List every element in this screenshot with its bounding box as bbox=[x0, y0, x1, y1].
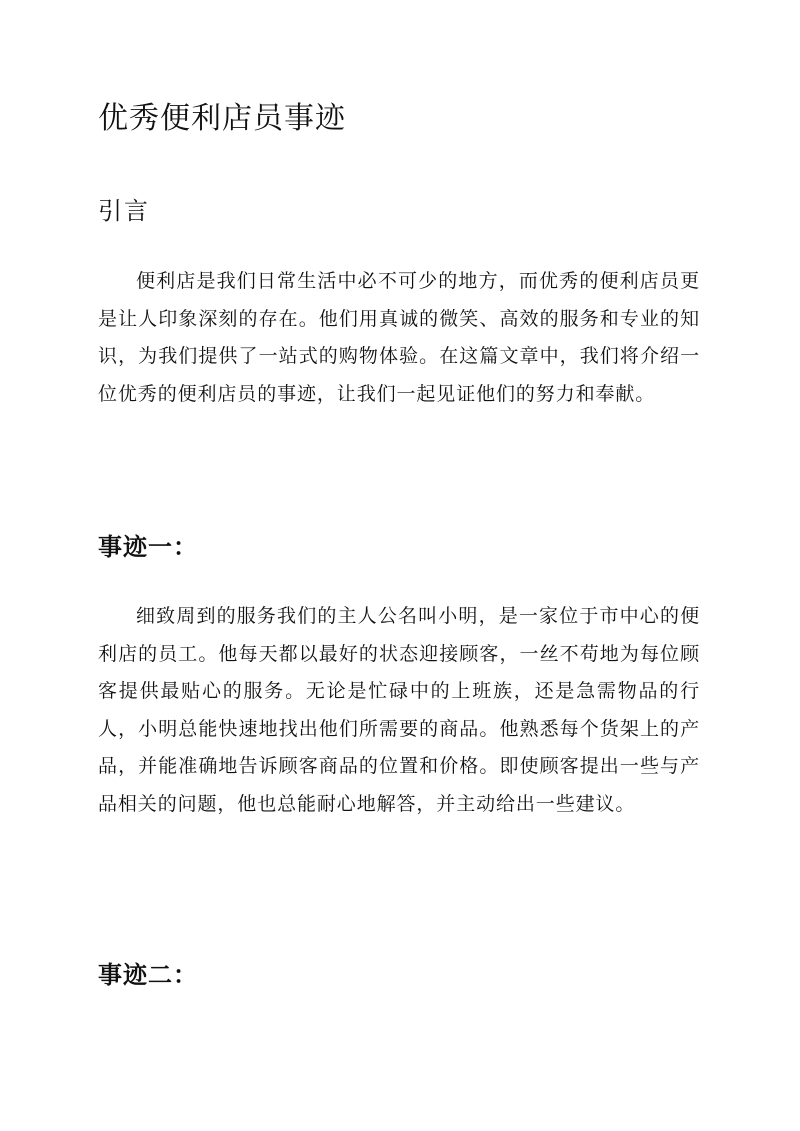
section-heading-deed-two: 事迹二： bbox=[98, 960, 198, 989]
document-title: 优秀便利店员事迹 bbox=[98, 101, 346, 136]
section-heading-deed-one: 事迹一： bbox=[98, 532, 198, 561]
section-paragraph-introduction: 便利店是我们日常生活中必不可少的地方，而优秀的便利店员更是让人印象深刻的存在。他们用真诚的微笑、高效的服务和专业的知识，为我们提供了一站式的购物体验。在这篇文章中，我们将介绍一位优秀的便利店员的事迹，让我们一起见证他们的努力和奉献。 bbox=[98, 270, 700, 405]
section-paragraph-deed-one: 细致周到的服务我们的主人公名叫小明，是一家位于市中心的便利店的员工。他每天都以最好的状态迎接顾客，一丝不苟地为每位顾客提供最贴心的服务。无论是忙碌中的上班族，还是急需物品的行人，小明总能快速地找出他们所需要的商品。他熟悉每个货架上的产品，并能准确地告诉顾客商品的位置和价格。即使顾客提出一些与产品相关的问题，他也总能耐心地解答，并主动给出一些建议。 bbox=[98, 605, 700, 815]
section-heading-introduction: 引言 bbox=[98, 197, 150, 225]
